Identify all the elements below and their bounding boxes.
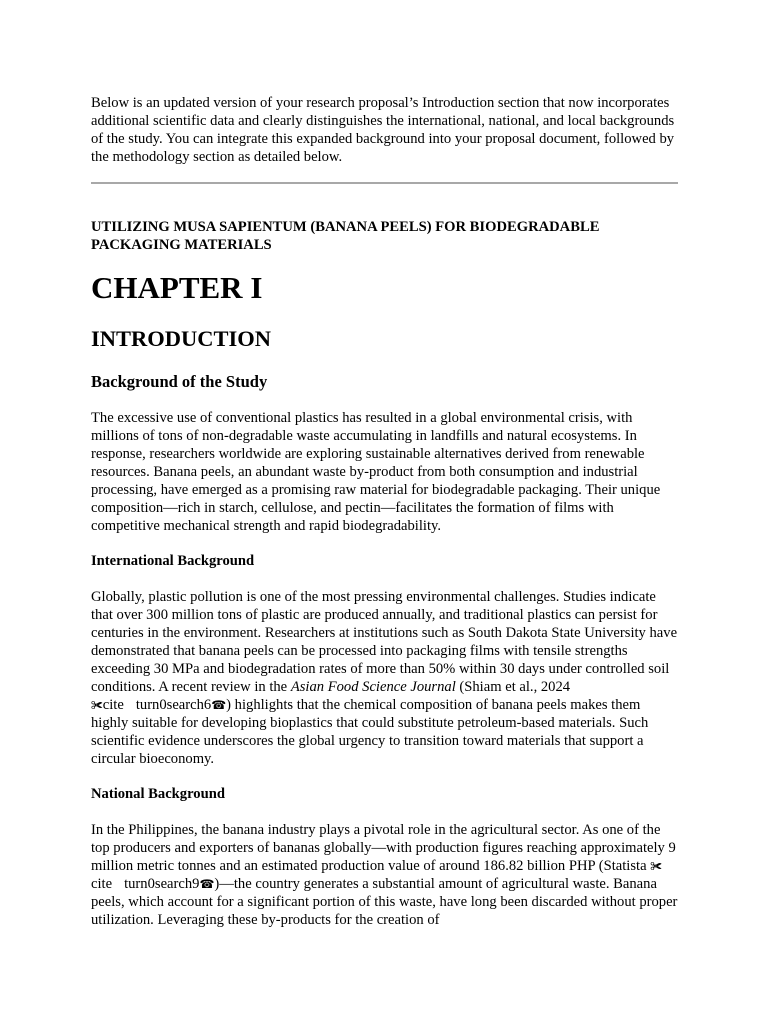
scissors-icon: ✀: [650, 859, 662, 873]
cite-ref: turn0search6: [135, 697, 212, 713]
national-text-part: In the Philippines, the banana industry plays a pivotal role in the agricultural sector. As one of the top producers and exporters of bananas globally—with production figures reaching approximately 9 million metric tonnes and an estimated production value of around 186.82 billion PHP (Statista: [91, 822, 676, 874]
section-heading: INTRODUCTION: [91, 326, 272, 351]
intro-note: Below is an updated version of your research proposal’s Introduction section that now incorporates additional scientific data and clearly distinguishes the international, national, and local backgrounds of the study. You can integrate this expanded background into your proposal document, followed by the methodology section as detailed below.: [91, 95, 675, 165]
cite-label: cite: [91, 876, 113, 892]
international-paragraph: [91, 588, 681, 768]
international-heading: International Background: [91, 553, 255, 569]
cite-ref: turn0search9: [124, 876, 200, 892]
horizontal-divider: [91, 182, 678, 184]
cite-label: cite: [102, 697, 124, 713]
background-paragraph: The excessive use of conventional plastics has resulted in a global environmental crisis, with millions of tons of non-degradable waste accumulating in landfills and natural ecosystems. In response, researchers worldwide are exploring sustainable alternatives derived from renewable resources. Banana peels, an abundant waste by-product from both consumption and industrial processing, have emerged as a promising raw material for biodegradable packaging. Their unique composition—rich in starch, cellulose, and pectin—facilitates the formation of films with competitive mechanical strength and rapid biodegradability.: [91, 410, 661, 534]
citation-marker[interactable]: [91, 697, 226, 713]
proposal-title: UTILIZING MUSA SAPIENTUM (BANANA PEELS) FOR BIODEGRADABLE PACKAGING MATERIALS: [91, 219, 600, 253]
international-citation-prefix: (Shiam et al., 2024: [455, 679, 571, 695]
scissors-icon: ✀: [91, 698, 103, 712]
journal-name: Asian Food Science Journal: [290, 679, 456, 695]
chapter-heading: CHAPTER I: [91, 270, 263, 305]
national-paragraph: [91, 821, 681, 929]
telephone-icon: ☎: [211, 698, 227, 712]
national-heading: National Background: [91, 786, 225, 802]
telephone-icon: ☎: [199, 877, 215, 891]
international-text-part: ) highlights that the chemical composition of banana peels makes them highly suitable for developing bioplastics that could substitute petroleum-based materials. Such scientific evidence underscores the global urgency to transition toward materials that support a circular bioeconomy.: [91, 697, 649, 767]
background-heading: Background of the Study: [91, 372, 268, 391]
international-text-part: Globally, plastic pollution is one of the most pressing environmental challenges. Studies indicate that over 300 million tons of plastic are produced annually, and traditional plastics can persist for centuries in the environment. Researchers at institutions such as South Dakota State University have demonstrated that banana peels can be processed into packaging films with tensile strengths exceeding 30 MPa and biodegradation rates of more than 50% within 30 days under controlled soil conditions. A recent review in the: [91, 589, 678, 695]
national-text-part: )—the country generates a substantial amount of agricultural waste. Banana peels, which account for a significant portion of this waste, have long been discarded without proper utilization. Leveraging these by-products for the creation of: [91, 876, 678, 928]
